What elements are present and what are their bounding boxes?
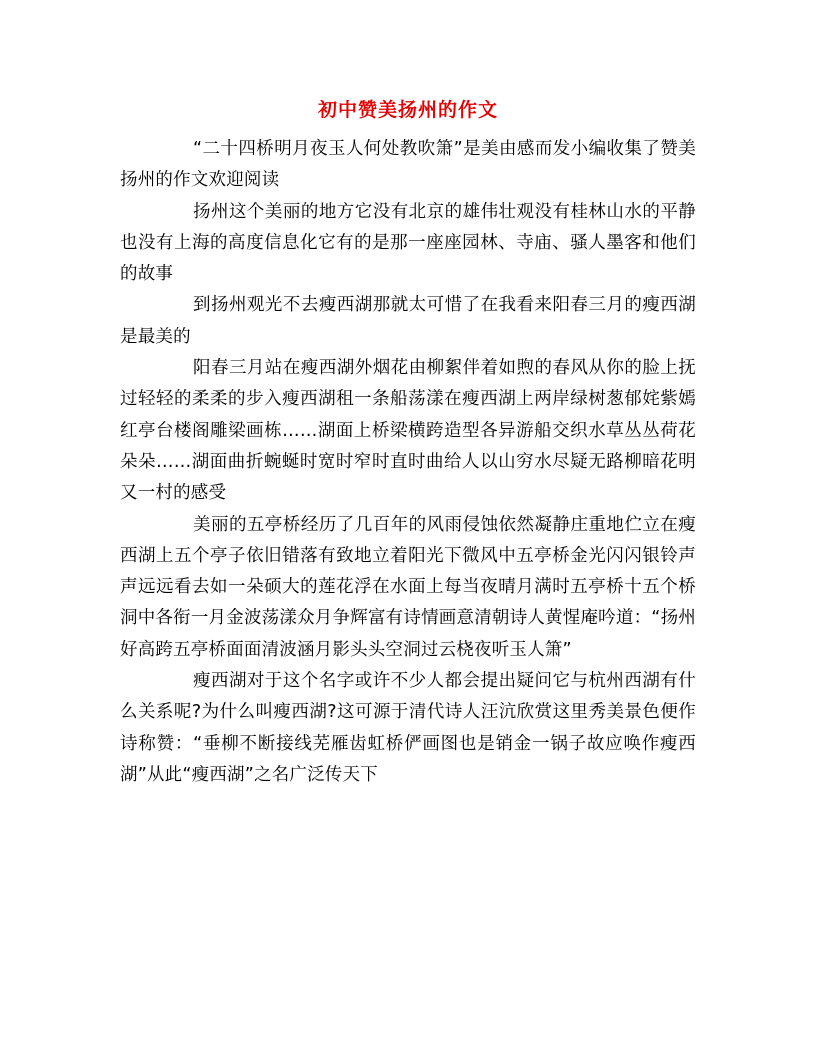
paragraph-6: 瘦西湖对于这个名字或许不少人都会提出疑问它与杭州西湖有什么关系呢?为什么叫瘦西湖?这可源于清代诗人汪沆欣赏这里秀美景色便作诗称赞：“垂柳不断接线芜雁齿虹桥俨画图也是销金一锅子故应唤作瘦西湖”从此“瘦西湖”之名广泛传天下 xyxy=(120,671,696,785)
paragraph-5: 美丽的五亭桥经历了几百年的风雨侵蚀依然凝静庄重地伫立在瘦西湖上五个亭子依旧错落有致地立着阳光下微风中五亭桥金光闪闪银铃声声远远看去如一朵硕大的莲花浮在水面上每当夜晴月满时五亭桥十五个桥洞中各衔一月金波荡漾众月争辉富有诗情画意清朝诗人黄惺庵吟道：“扬州好高跨五亭桥面面清波涵月影头头空洞过云桡夜听玉人箫” xyxy=(120,514,696,660)
article-body xyxy=(120,134,696,791)
paragraph-3: 到扬州观光不去瘦西湖那就太可惜了在我看来阳春三月的瘦西湖是最美的 xyxy=(120,295,696,347)
paragraph-1: “二十四桥明月夜玉人何处教吹箫”是美由感而发小编收集了赞美扬州的作文欢迎阅读 xyxy=(120,139,696,191)
page-title: 初中赞美扬州的作文 xyxy=(317,99,498,121)
paragraph-2: 扬州这个美丽的地方它没有北京的雄伟壮观没有桂林山水的平静也没有上海的高度信息化它有的是那一座座园林、寺庙、骚人墨客和他们的故事 xyxy=(120,201,696,285)
paragraph-4: 阳春三月站在瘦西湖外烟花由柳絮伴着如煦的春风从你的脸上抚过轻轻的柔柔的步入瘦西湖租一条船荡漾在瘦西湖上两岸绿树葱郁姹紫嫣红亭台楼阁雕梁画栋……湖面上桥梁横跨造型各异游船交织水草丛丛荷花朵朵……湖面曲折蜿蜒时宽时窄时直时曲给人以山穷水尽疑无路柳暗花明又一村的感受 xyxy=(120,358,696,504)
